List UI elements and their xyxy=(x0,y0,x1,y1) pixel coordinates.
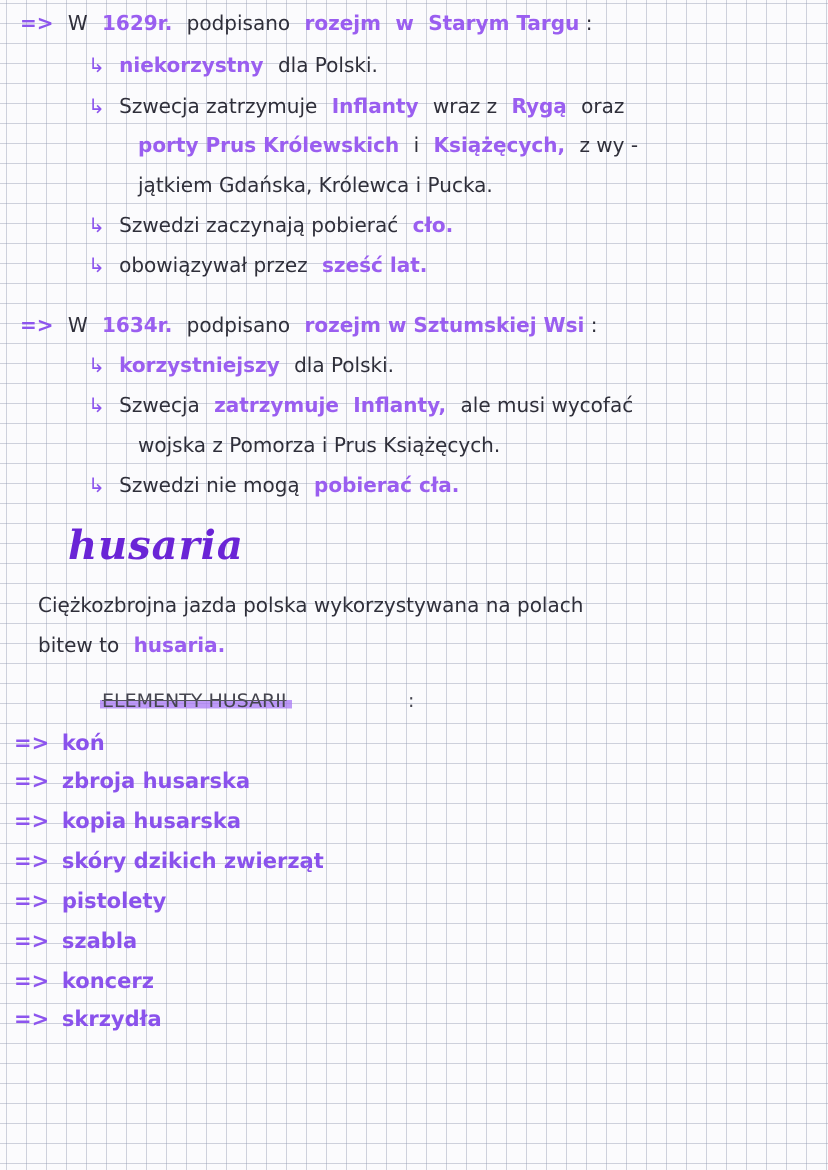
highlight-text: Rygą xyxy=(511,94,567,118)
sec2-bullet-2-line-2 xyxy=(138,432,500,458)
heading-colon: : xyxy=(585,11,593,35)
bullet-text: Szwedzi zaczynają pobierać xyxy=(119,213,399,237)
description-text: bitew to xyxy=(38,633,120,657)
w-word: W xyxy=(67,313,88,337)
husaria-description-line-2 xyxy=(38,632,225,658)
highlight-text: Inflanty xyxy=(331,94,419,118)
list-item xyxy=(14,888,166,914)
sec1-bullet-2-line-2 xyxy=(138,132,638,158)
bullet-text: ale musi wycofać xyxy=(460,393,634,417)
bullet-text: dla Polski. xyxy=(277,53,378,77)
highlight-text: Książęcych, xyxy=(433,133,566,157)
item-text: zbroja husarska xyxy=(61,769,251,793)
sub-arrow-icon: ↳ xyxy=(88,253,105,277)
bullet-text: z wy - xyxy=(579,133,639,157)
highlight-text: pobierać cła. xyxy=(314,473,460,497)
double-arrow-icon: => xyxy=(14,969,50,993)
highlight-text: zatrzymuje xyxy=(214,393,339,417)
double-arrow-icon: => xyxy=(14,889,50,913)
list-item xyxy=(14,848,324,874)
elements-colon: : xyxy=(408,690,415,712)
truce-1634-heading xyxy=(20,312,597,338)
item-text: koń xyxy=(61,731,105,755)
bullet-text: wraz z xyxy=(432,94,498,118)
heading-colon: : xyxy=(590,313,598,337)
sec2-bullet-2-line-1 xyxy=(88,392,633,418)
sub-arrow-icon: ↳ xyxy=(88,393,105,417)
double-arrow-icon: => xyxy=(14,769,50,793)
item-text: koncerz xyxy=(61,969,154,993)
year-1629: 1629r. xyxy=(102,11,173,35)
bullet-text: oraz xyxy=(581,94,625,118)
item-text: skóry dzikich zwierząt xyxy=(61,849,324,873)
double-arrow-icon: => xyxy=(14,731,50,755)
bullet-text: dla Polski. xyxy=(294,353,395,377)
double-arrow-icon: => xyxy=(14,849,50,873)
double-arrow-icon: => xyxy=(14,1007,50,1031)
highlight-text: cło. xyxy=(412,213,454,237)
sub-arrow-icon: ↳ xyxy=(88,353,105,377)
in-word: w xyxy=(395,11,414,35)
bullet-text: Szwecja xyxy=(119,393,200,417)
double-arrow-icon: => xyxy=(20,313,54,337)
list-item xyxy=(14,730,105,756)
sec2-bullet-1 xyxy=(88,352,394,378)
list-item xyxy=(14,1006,162,1032)
truce-place: rozejm w Sztumskiej Wsi xyxy=(304,313,585,337)
highlight-text: sześć lat. xyxy=(322,253,428,277)
item-text: pistolety xyxy=(61,889,167,913)
sec1-bullet-2-line-3 xyxy=(138,172,493,198)
highlight-text: niekorzystny xyxy=(119,53,264,77)
double-arrow-icon: => xyxy=(14,929,50,953)
highlight-text: porty Prus Królewskich xyxy=(138,133,400,157)
highlight-text: husaria. xyxy=(133,633,226,657)
bullet-text: wojska z Pomorza i Prus Książęcych. xyxy=(138,433,501,457)
sec2-bullet-3 xyxy=(88,472,459,498)
bullet-text: Szwecja zatrzymuje xyxy=(119,94,318,118)
list-item xyxy=(14,928,137,954)
signed-word: podpisano xyxy=(186,11,291,35)
list-item xyxy=(14,968,154,994)
double-arrow-icon: => xyxy=(14,809,50,833)
sub-arrow-icon: ↳ xyxy=(88,53,105,77)
bullet-text: obowiązywał przez xyxy=(119,253,308,277)
item-text: skrzydła xyxy=(61,1007,162,1031)
bullet-text: i xyxy=(413,133,420,157)
sub-arrow-icon: ↳ xyxy=(88,213,105,237)
w-word: W xyxy=(67,11,88,35)
truce-word: rozejm xyxy=(304,11,381,35)
item-text: szabla xyxy=(61,929,138,953)
truce-1629-heading xyxy=(20,10,592,36)
highlight-text: Inflanty, xyxy=(353,393,447,417)
double-arrow-icon: => xyxy=(20,11,54,35)
husaria-description-line-1 xyxy=(38,592,583,618)
bullet-text: jątkiem Gdańska, Królewca i Pucka. xyxy=(138,173,493,197)
signed-word: podpisano xyxy=(186,313,291,337)
husaria-title: husaria xyxy=(68,522,244,569)
year-1634: 1634r. xyxy=(102,313,173,337)
list-item xyxy=(14,808,241,834)
bullet-text: Szwedzi nie mogą xyxy=(119,473,300,497)
sec1-bullet-1 xyxy=(88,52,378,78)
list-item xyxy=(14,768,250,794)
sec1-bullet-3 xyxy=(88,212,453,238)
place-starym-targu: Starym Targu xyxy=(428,11,580,35)
sec1-bullet-2-line-1 xyxy=(88,93,624,119)
item-text: kopia husarska xyxy=(61,809,241,833)
elements-label: ELEMENTY HUSARII xyxy=(100,690,292,712)
sub-arrow-icon: ↳ xyxy=(88,473,105,497)
description-text: Ciężkozbrojna jazda polska wykorzystywana na polach xyxy=(38,593,584,617)
sec1-bullet-4 xyxy=(88,252,427,278)
sub-arrow-icon: ↳ xyxy=(88,94,105,118)
highlight-text: korzystniejszy xyxy=(119,353,280,377)
